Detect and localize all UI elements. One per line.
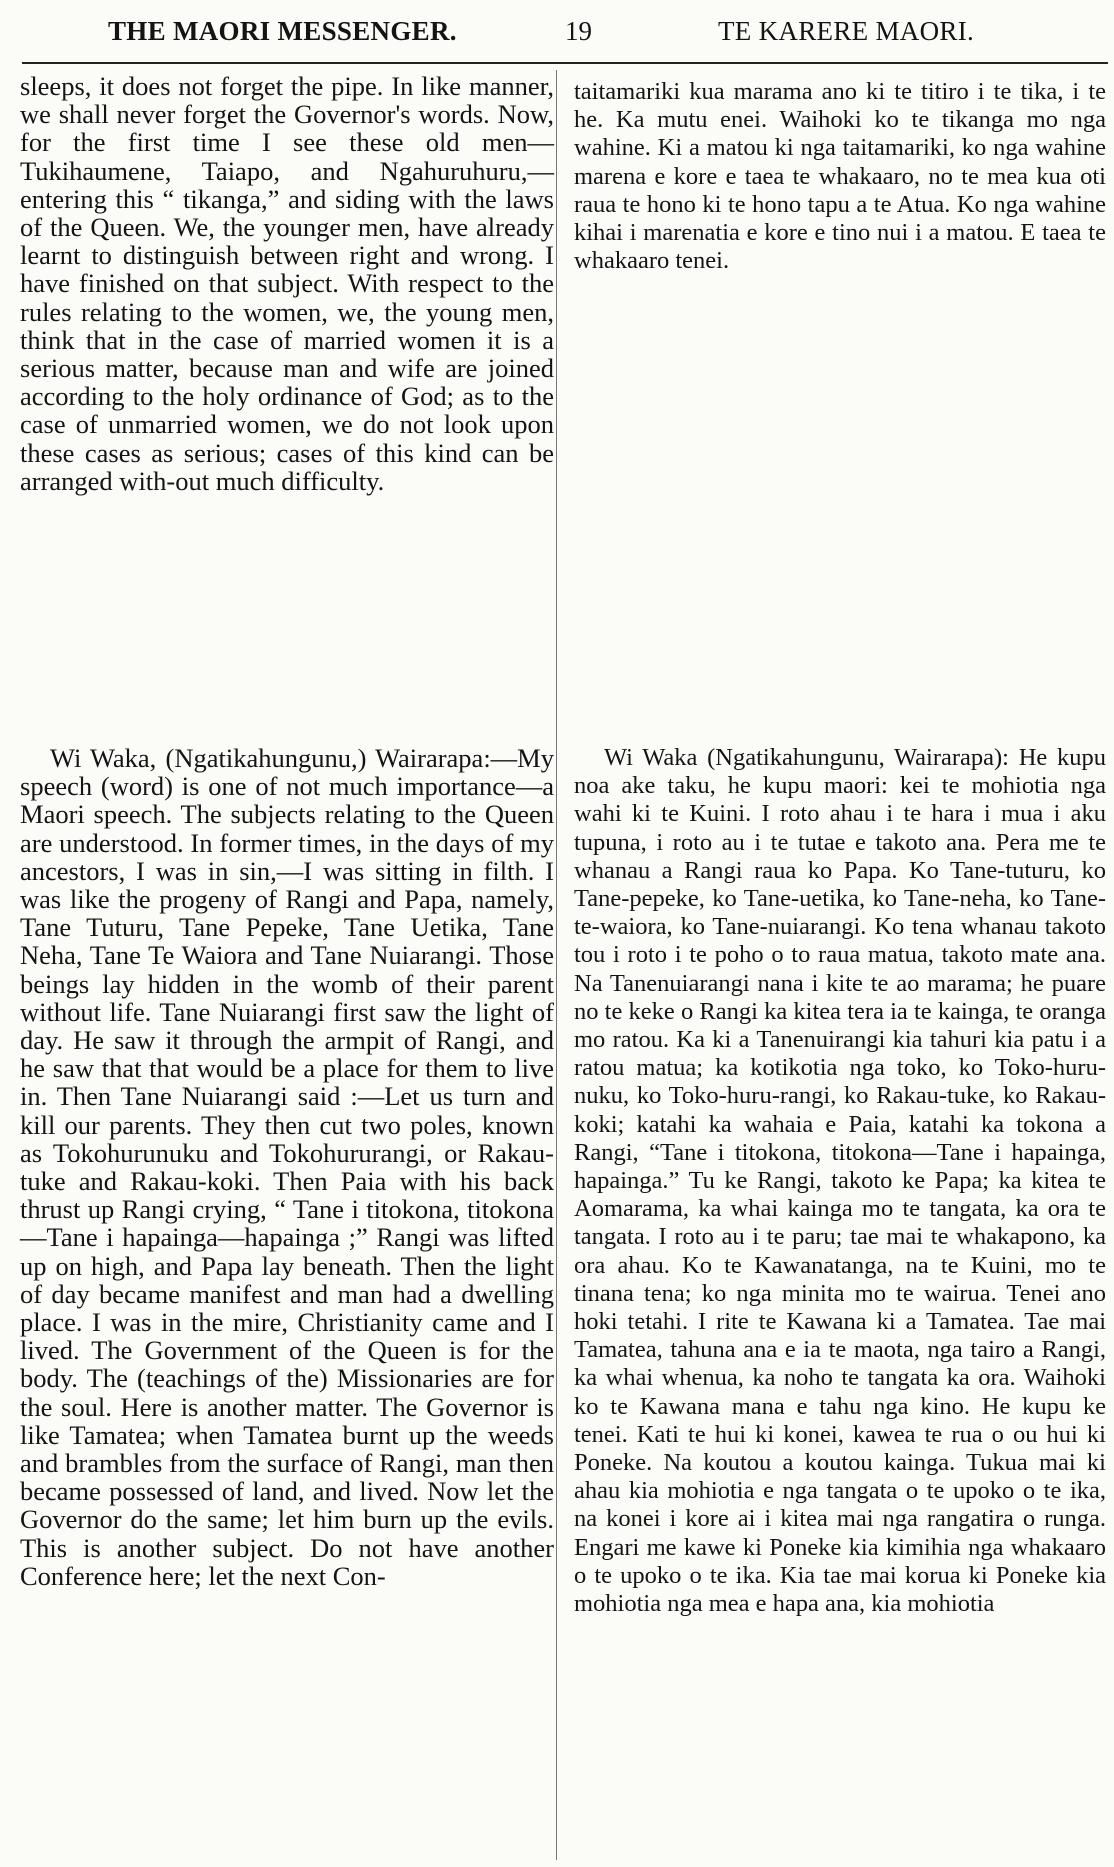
page-header [0,16,1114,56]
english-column-speech: Wi Waka, (Ngatikahungunu,) Wairarapa:—My speech (word) is one of not much importance—a Maori speech. The subjects relating to the Queen are understood. In former times, in the days of my ancestors, I was in sin,—I was sitting in filth. I was like the progeny of Rangi and Papa, namely, Tane Tuturu, Tane Pepeke, Tane Uetika, Tane Neha, Tane Te Waiora and Tane Nuiarangi. Those beings lay hidden in the womb of their parent without life. Tane Nuiarangi first saw the light of day. He saw it through the armpit of Rangi, and he saw that that would be a place for them to live in. Then Tane Nuiarangi said :—Let us turn and kill our parents. They then cut two poles, known as Tokohurunuku and Tokohururangi, or Rakau-tuke and Rakau-koki. Then Paia with his back thrust up Rangi crying, “ Tane i titokona, titokona—Tane i hapainga—hapainga ;” Rangi was lifted up on high, and Papa lay beneath. Then the light of day became manifest and man had a dwelling place. I was in the mire, Christianity came and I lived. The Government of the Queen is for the body. The (teachings of the) Missionaries are for the soul. Here is another matter. The Governor is like Tamatea; when Tamatea burnt up the weeds and brambles from the surface of Rangi, man then became possessed of land, and lived. Now let the Governor do the same; let him burn up the evils. This is another subject. Do not have another Conference here; let the next Con- [20,743,554,1591]
english-column-top: sleeps, it does not forget the pipe. In like manner, we shall never forget the Governor's words. Now, for the first time I see these old men—Tukihaumene, Taiapo, and Ngahuruhuru,—entering this “ tikanga,” and siding with the laws of the Queen. We, the younger men, have already learnt to distinguish between right and wrong. I have finished on that subject. With respect to the rules relating to the women, we, the young men, think that in the case of married women it is a serious matter, because man and wife are joined according to the holy ordinance of God; as to the case of unmarried women, we do not look upon these cases as serious; cases of this kind can be arranged with-out much difficulty. [20,71,554,496]
header-rule [22,62,1108,64]
header-title-english: THE MAORI MESSENGER. [108,16,457,46]
page-number: 19 [565,16,592,46]
maori-column-speech: Wi Waka (Ngatikahungunu, Wairarapa): He kupu noa ake taku, he kupu maori: kei te mohiotia nga wahi ki te Kuini. I roto ahau i te hara i mua i aku tupuna, i roto au i te tutae e takoto ana. Pera me te whanau a Rangi raua ko Papa. Ko Tane-tuturu, ko Tane-pepeke, ko Tane-uetika, ko Tane-neha, ko Tane-te-waiora, ko Tane-nuiarangi. Ko tena whanau takoto tou i roto i te poho o to raua matua, takoto mate ana. Na Tanenuiarangi nana i kite te ao marama; he puare no te keke o Rangi ka kitea tera ia te kainga, te oranga mo ratou. Ka ki a Tanenuirangi kia tahuri kia patu i a ratou matua; ka kotikotia nga toko, ko Toko-huru-nuku, ko Toko-huru-rangi, ko Rakau-tuke, ko Rakau-koki; katahi ka wahaia e Paia, katahi ka tokona a Rangi, “Tane i titokona, titokona—Tane i hapainga, hapainga.” Tu ke Rangi, takoto ke Papa; ka kitea te Aomarama, ka whai kainga mo te tangata, ka ora te tangata. I roto au i te paru; tae mai te whakapono, ka ora ahau. Ko te Kawanatanga, na te Kuini, mo te tinana tena; ko nga minita mo te wairua. Tenei ano hoki tetahi. I rite te Kawana ki a Tamatea. Tae mai Tamatea, tahuna ana e ia te maota, nga tairo a Rangi, ka whai whenua, ka noho te tangata ka ora. Waihoki ko te Kawana mana e tahu nga kino. He kupu ke tenei. Kati te hui ki konei, kawea te rua o ou hui ki Poneke. Na koutou a koutou kainga. Tukua mai ki ahau kia mohiotia e nga tangata o te upoko o te ika, na konei i kore ai i kitea mai nga rangatira o runga. Engari me kawe ki Poneke kia kimihia nga whakaaro o te upoko o te ika. Kia tae mai koruа ki Poneke kia mohiotia nga mea e hapa ana, kia mohiotia [574,744,1106,1618]
column-divider [556,70,557,1860]
header-title-maori: TE KARERE MAORI. [718,16,975,46]
maori-column-top: taitamariki kua marama ano ki te titiro i te tika, i te he. Ka mutu enei. Waihoki ko te tikanga mo nga wahine. Ki a matou ki nga taitamariki, ko nga wahine marena e kore e taea te whakaaro, no te mea kua oti raua te hono ki te hono tapu a te Atua. Ko nga wahine kihai i marenatia e kore e tino nui i a matou. E taea te whakaaro tenei. [574,78,1106,275]
